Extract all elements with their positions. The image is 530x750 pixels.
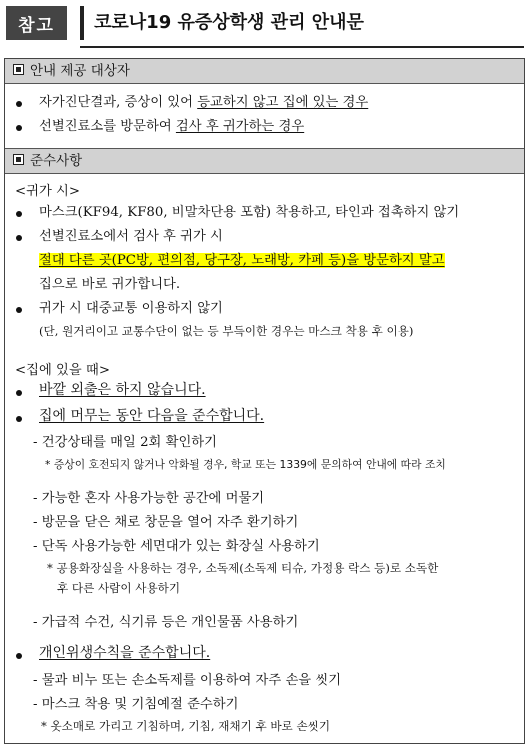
bullet-icon (16, 416, 22, 422)
rule-no-public-transport: 귀가 시 대중교통 이용하지 않기 (39, 301, 223, 316)
target-item-text: 선별진료소를 방문하여 (39, 119, 176, 134)
document-header (6, 6, 524, 40)
highlighted-warning: 절대 다른 곳(PC방, 편의점, 당구장, 노래방, 카페 등)을 방문하지 말고 (39, 253, 445, 268)
bullet-icon (16, 235, 22, 241)
rule-follow-guidelines (39, 405, 264, 425)
hygiene-mask-etiquette: - 마스크 착용 및 기침예절 준수하기 (33, 697, 239, 712)
bullet-icon (16, 211, 22, 217)
guideline-bathroom-note-2: 후 다른 사람이 사용하기 (57, 581, 181, 595)
section-header-targets (5, 59, 524, 84)
target-item-emphasis: 검사 후 귀가하는 경우 (175, 119, 305, 134)
subheading-at-home: <집에 있을 때> (15, 363, 110, 378)
emphasis-text: 바깥 외출은 하지 않습니다. (39, 382, 206, 398)
section-title: 준수사항 (30, 153, 83, 169)
bullet-icon (16, 125, 22, 131)
guideline-bathroom-note-1: * 공용화장실을 사용하는 경우, 소독제(소독제 티슈, 가정용 락스 등)로 소독한 (47, 561, 439, 575)
emphasis-text: 집에 머무는 동안 다음을 준수합니다. (39, 408, 265, 424)
notice-box (4, 58, 525, 744)
bullet-icon (16, 307, 22, 313)
bullet-icon (16, 390, 22, 396)
hygiene-wash-hands: - 물과 비누 또는 손소독제를 이용하여 자주 손을 씻기 (33, 673, 342, 688)
rule-transport-note: (단, 원거리이고 교통수단이 없는 등 부득이한 경우는 마스크 착용 후 이용) (39, 324, 414, 338)
guideline-ventilate: - 방문을 닫은 채로 창문을 열어 자주 환기하기 (33, 515, 299, 530)
emphasis-text: 개인위생수칙을 준수합니다. (39, 645, 211, 661)
page-title: 코로나19 유증상학생 관리 안내문 (94, 12, 364, 33)
checkbox-square-icon (13, 154, 24, 165)
section-header-rules (5, 148, 524, 174)
checkbox-square-icon (13, 64, 24, 75)
guideline-health-note: * 증상이 호전되지 않거나 악화될 경우, 학교 또는 1339에 문의하여 안내에 따라 조치 (45, 458, 446, 471)
guideline-health-check: - 건강상태를 매일 2회 확인하기 (33, 435, 217, 450)
rule-hygiene (39, 642, 210, 662)
target-item-text: 자가진단결과, 증상이 있어 (39, 95, 198, 110)
target-item-1 (39, 91, 368, 110)
guideline-own-space: - 가능한 혼자 사용가능한 공간에 머물기 (33, 491, 265, 506)
target-item-emphasis: 등교하지 않고 집에 있는 경우 (197, 95, 369, 110)
rule-no-visit-highlight (39, 249, 445, 268)
guideline-own-bathroom: - 단독 사용가능한 세면대가 있는 화장실 사용하기 (33, 539, 320, 554)
bullet-icon (16, 653, 22, 659)
title-accent-bar (80, 6, 84, 40)
bullet-icon (16, 101, 22, 107)
reference-tag: 참고 (6, 6, 67, 40)
rule-no-outing (39, 379, 206, 399)
section-title: 안내 제공 대상자 (30, 63, 130, 79)
hygiene-cough-note: * 옷소매로 가리고 기침하며, 기침, 재채기 후 바로 손씻기 (41, 719, 331, 733)
target-item-2 (39, 115, 304, 134)
rule-go-home: 집으로 바로 귀가합니다. (39, 277, 181, 292)
title-underline (80, 46, 524, 48)
subheading-return-home: <귀가 시> (15, 184, 81, 199)
rule-testing-return: 선별진료소에서 검사 후 귀가 시 (39, 229, 223, 244)
guideline-personal-items: - 가급적 수건, 식기류 등은 개인물품 사용하기 (33, 615, 299, 630)
rule-mask: 마스크(KF94, KF80, 비말차단용 포함) 착용하고, 타인과 접촉하지 않기 (39, 205, 460, 220)
